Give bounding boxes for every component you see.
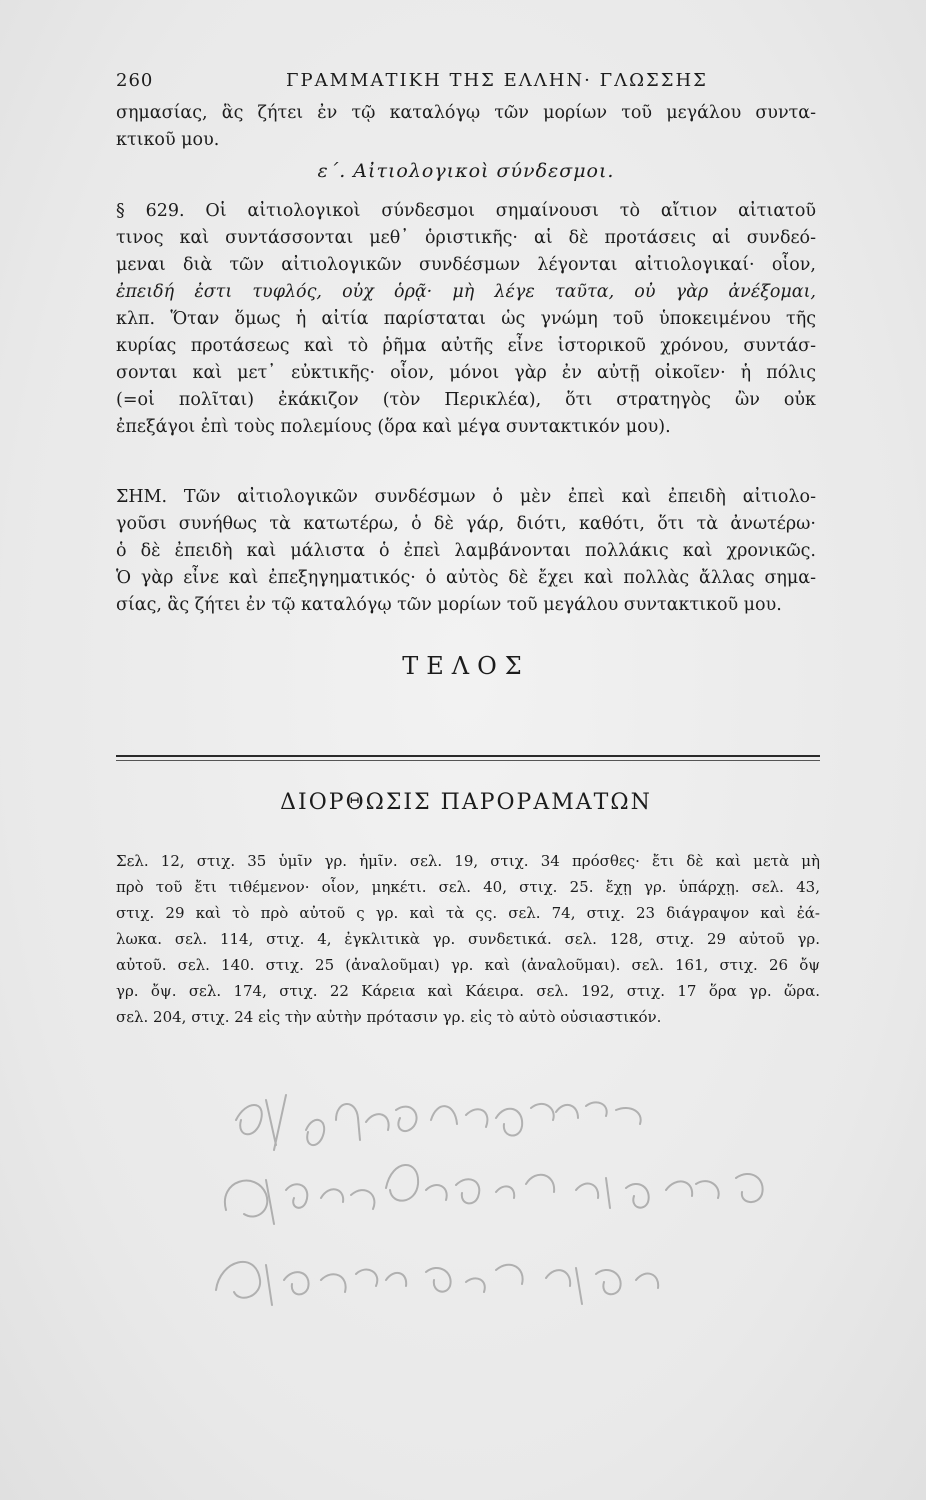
text-line: ΣΗΜ. Τῶν αἰτιολογικῶν συνδέσμων ὁ μὲν ἐπεὶ καὶ ἐπειδὴ αἰτιολο- bbox=[116, 487, 816, 507]
text-line: μεναι διὰ τῶν αἰτιολογικῶν συνδέσμων λέγονται αἰτιολογικαί· οἷον, bbox=[116, 255, 816, 275]
text-line: γοῦσι συνήθως τὰ κατωτέρω, ὁ δὲ γάρ, διότι, καθότι, ὅτι τὰ ἀνωτέρω· bbox=[116, 514, 816, 534]
end-word: ΤΕΛΟΣ bbox=[402, 652, 530, 680]
text-line: τινος καὶ συντάσσονται μεθ᾽ ὁριστικῆς· αἱ δὲ προτάσεις αἱ συνδεό- bbox=[116, 228, 816, 248]
errata-line: σελ. 204, στιχ. 24 εἰς τὴν αὐτὴν πρότασιν γρ. εἰς τὸ αὐτὸ οὐσιαστικόν. bbox=[116, 1008, 662, 1026]
text-line: ἐπειδή ἐστι τυφλός, οὐχ ὁρᾷ· μὴ λέγε ταῦτα, οὐ γὰρ ἀνέξομαι, bbox=[116, 282, 816, 302]
subsection-title: ε΄. Αἰτιολογικοὶ σύνδεσμοι. bbox=[317, 160, 615, 182]
text-line: ἐπεξάγοι ἐπὶ τοὺς πολεμίους (ὅρα καὶ μέγα συντακτικόν μου). bbox=[116, 417, 671, 437]
page-number: 260 bbox=[116, 70, 154, 91]
text-line: σονται καὶ μετ᾽ εὐκτικῆς· οἷον, μόνοι γὰρ ἐν αὐτῇ οἰκοῖεν· ἡ πόλις bbox=[116, 363, 816, 383]
note-paragraph bbox=[116, 484, 816, 619]
pencil-inscription bbox=[196, 1060, 836, 1330]
text-line: (=οἱ πολῖται) ἐκάκιζον (τὸν Περικλέα), ὅτι στρατηγὸς ὢν οὐκ bbox=[116, 390, 816, 410]
errata-line: γρ. ὄψ. σελ. 174, στιχ. 22 Κάρεια καὶ Κάειρα. σελ. 192, στιχ. 17 ὅρα γρ. ὥρα. bbox=[116, 982, 820, 1000]
section-divider bbox=[116, 755, 820, 757]
errata-title: ΔΙΟΡΘΩΣΙΣ ΠΑΡΟΡΑΜΑΤΩΝ bbox=[280, 790, 652, 815]
errata-line: πρὸ τοῦ ἔτι τιθέμενον· οἷον, μηκέτι. σελ. 40, στιχ. 25. ἔχῃ γρ. ὑπάρχῃ. σελ. 43, bbox=[116, 878, 820, 896]
errata-line: αὐτοῦ. σελ. 140. στιχ. 25 (ἀναλοῦμαι) γρ. καὶ (ἀναλοῦμαι). σελ. 161, στιχ. 26 ὄψ bbox=[116, 956, 820, 974]
text-line: § 629. Οἱ αἰτιολογικοὶ σύνδεσμοι σημαίνουσι τὸ αἴτιον αἰτιατοῦ bbox=[116, 201, 816, 221]
section-divider-thin bbox=[116, 760, 820, 761]
errata-list bbox=[116, 848, 820, 1030]
running-title: ΓΡΑΜΜΑΤΙΚΗ ΤΗΣ ΕΛΛΗΝ· ΓΛΩΣΣΗΣ bbox=[286, 70, 708, 91]
errata-line: λωκα. σελ. 114, στιχ. 4, ἐγκλιτικὰ γρ. συνδετικά. σελ. 128, στιχ. 29 αὐτοῦ γρ. bbox=[116, 930, 820, 948]
text-line: σημασίας, ἃς ζήτει ἐν τῷ καταλόγῳ τῶν μορίων τοῦ μεγάλου συντα- bbox=[116, 103, 816, 123]
text-line: σίας, ἃς ζήτει ἐν τῷ καταλόγῳ τῶν μορίων τοῦ μεγάλου συντακτικοῦ μου. bbox=[116, 595, 782, 615]
page-header bbox=[116, 70, 816, 96]
errata-line: Σελ. 12, στιχ. 35 ὑμῖν γρ. ἡμῖν. σελ. 19, στιχ. 34 πρόσθες· ἔτι δὲ καὶ μετὰ μὴ bbox=[116, 852, 820, 870]
text-line: κλπ. Ὅταν ὅμως ἡ αἰτία παρίσταται ὡς γνώμη τοῦ ὑποκειμένου τῆς bbox=[116, 309, 816, 329]
errata-line: στιχ. 29 καὶ τὸ πρὸ αὐτοῦ ς γρ. καὶ τὰ ςς. σελ. 74, στιχ. 23 διάγραψον καὶ ἐά- bbox=[116, 904, 820, 922]
paragraph-629 bbox=[116, 198, 816, 441]
text-line: ὁ δὲ ἐπειδὴ καὶ μάλιστα ὁ ἐπεὶ λαμβάνονται πολλάκις καὶ χρονικῶς. bbox=[116, 541, 816, 561]
intro-text bbox=[116, 100, 816, 154]
text-line: Ὁ γὰρ εἶνε καὶ ἐπεξηγηματικός· ὁ αὐτὸς δὲ ἔχει καὶ πολλὰς ἄλλας σημα- bbox=[116, 568, 816, 588]
text-line: κυρίας προτάσεως καὶ τὸ ῥῆμα αὐτῆς εἶνε ἱστορικοῦ χρόνου, συντάσ- bbox=[116, 336, 816, 356]
text-line: κτικοῦ μου. bbox=[116, 130, 220, 150]
